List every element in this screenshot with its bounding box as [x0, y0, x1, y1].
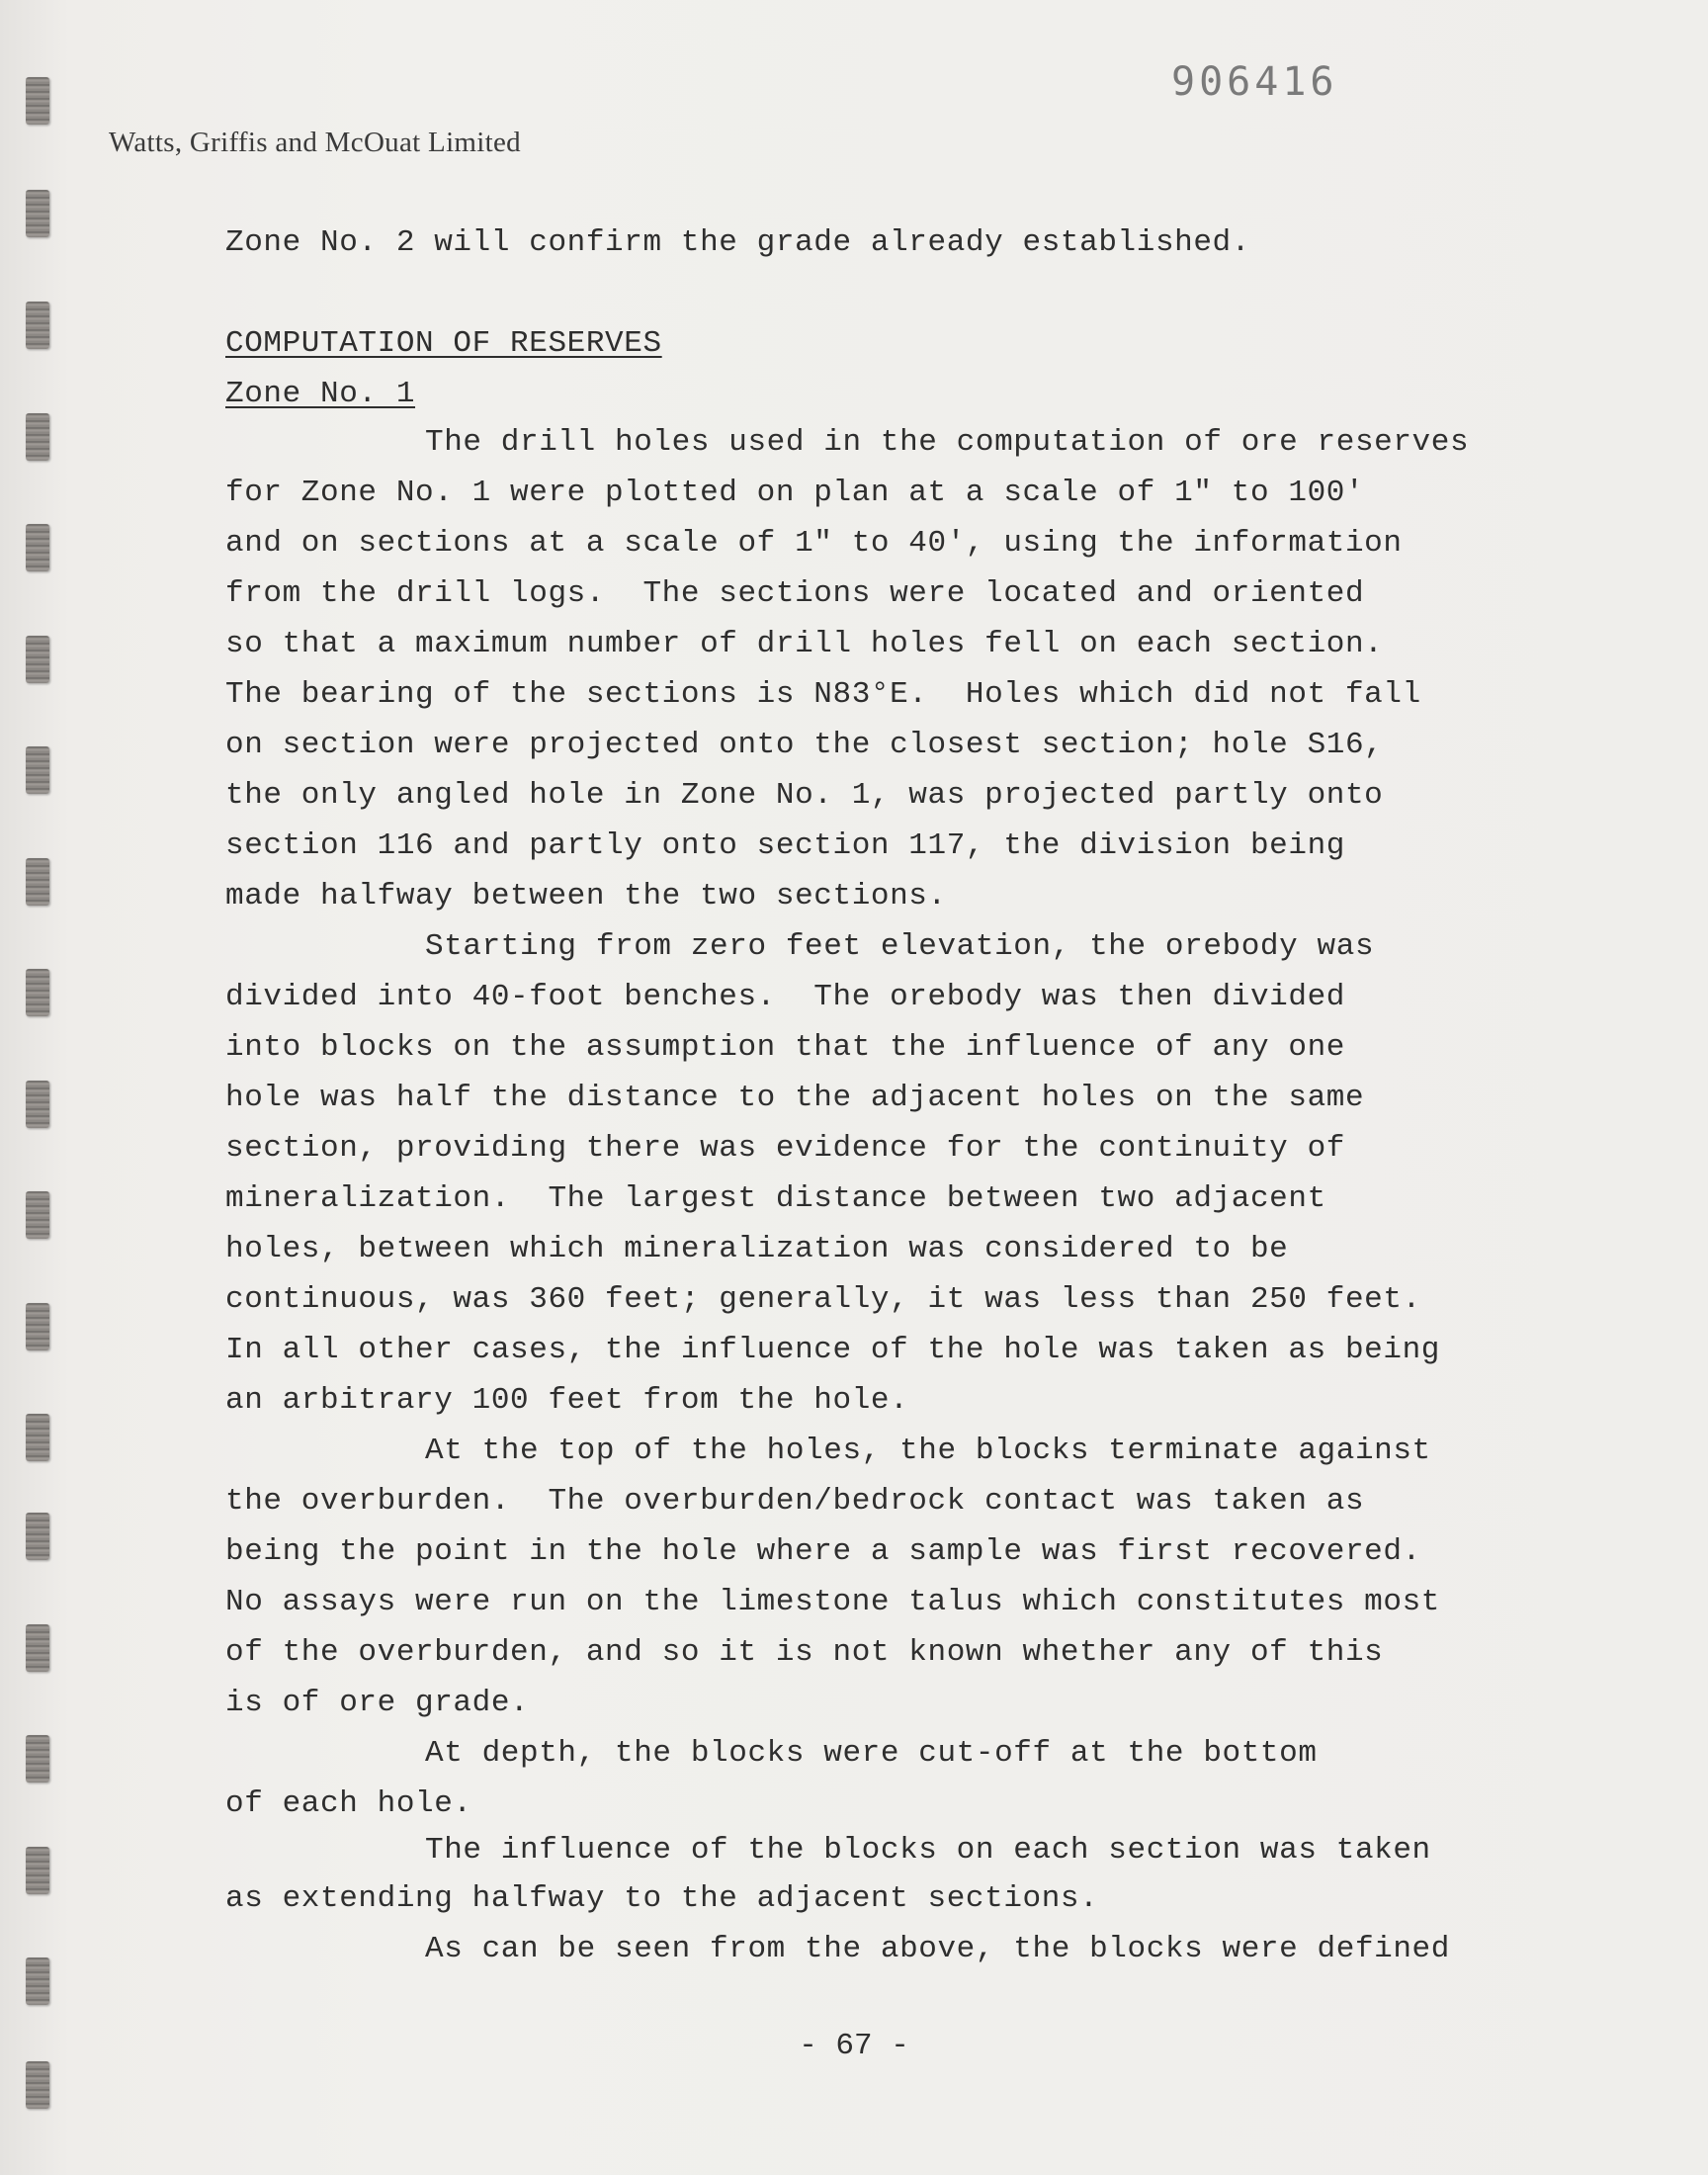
text-line: and on sections at a scale of 1" to 40', using the information [225, 526, 1403, 561]
document-number: 906416 [1171, 59, 1338, 105]
text-line: made halfway between the two sections. [225, 879, 947, 914]
text-line: the overburden. The overburden/bedrock contact was taken as [225, 1484, 1365, 1519]
text-line: section, providing there was evidence for the continuity of [225, 1131, 1345, 1166]
text-line: Starting from zero feet elevation, the orebody was [425, 929, 1375, 964]
section-heading: COMPUTATION OF RESERVES [225, 326, 662, 361]
text-line: so that a maximum number of drill holes fell on each section. [225, 627, 1384, 661]
text-line: into blocks on the assumption that the influence of any one [225, 1030, 1345, 1065]
text-line: As can be seen from the above, the blocks were defined [425, 1932, 1450, 1966]
text-line: section 116 and partly onto section 117, the division being [225, 828, 1345, 863]
text-line: divided into 40-foot benches. The orebody was then divided [225, 980, 1345, 1014]
text-line: holes, between which mineralization was considered to be [225, 1232, 1289, 1266]
text-line: of the overburden, and so it is not known whether any of this [225, 1635, 1384, 1670]
text-line: The drill holes used in the computation of ore reserves [425, 425, 1470, 460]
text-line: The bearing of the sections is N83°E. Holes which did not fall [225, 677, 1421, 712]
text-line: being the point in the hole where a sample was first recovered. [225, 1534, 1421, 1569]
text-line: of each hole. [225, 1786, 472, 1821]
section-subheading: Zone No. 1 [225, 377, 416, 411]
text-line: an arbitrary 100 feet from the hole. [225, 1383, 909, 1418]
text-line: on section were projected onto the closest section; hole S16, [225, 728, 1384, 762]
text-line: from the drill logs. The sections were located and oriented [225, 576, 1365, 611]
text-line: No assays were run on the limestone talus which constitutes most [225, 1585, 1440, 1619]
text-line: continuous, was 360 feet; generally, it was less than 250 feet. [225, 1282, 1421, 1317]
text-line: the only angled hole in Zone No. 1, was projected partly onto [225, 778, 1384, 813]
text-line: At the top of the holes, the blocks terminate against [425, 1434, 1431, 1468]
text-line: mineralization. The largest distance between two adjacent [225, 1181, 1326, 1216]
text-line: is of ore grade. [225, 1686, 530, 1720]
page-number: - 67 - [799, 2029, 909, 2063]
text-line: hole was half the distance to the adjacent holes on the same [225, 1081, 1365, 1115]
text-line: In all other cases, the influence of the hole was taken as being [225, 1333, 1440, 1367]
text-line: for Zone No. 1 were plotted on plan at a scale of 1" to 100' [225, 476, 1365, 510]
letterhead: Watts, Griffis and McOuat Limited [109, 127, 521, 158]
text-line: as extending halfway to the adjacent sections. [225, 1881, 1099, 1916]
intro-line: Zone No. 2 will confirm the grade already established. [225, 225, 1250, 260]
text-line: The influence of the blocks on each section was taken [425, 1833, 1431, 1868]
text-line: At depth, the blocks were cut-off at the bottom [425, 1736, 1318, 1771]
